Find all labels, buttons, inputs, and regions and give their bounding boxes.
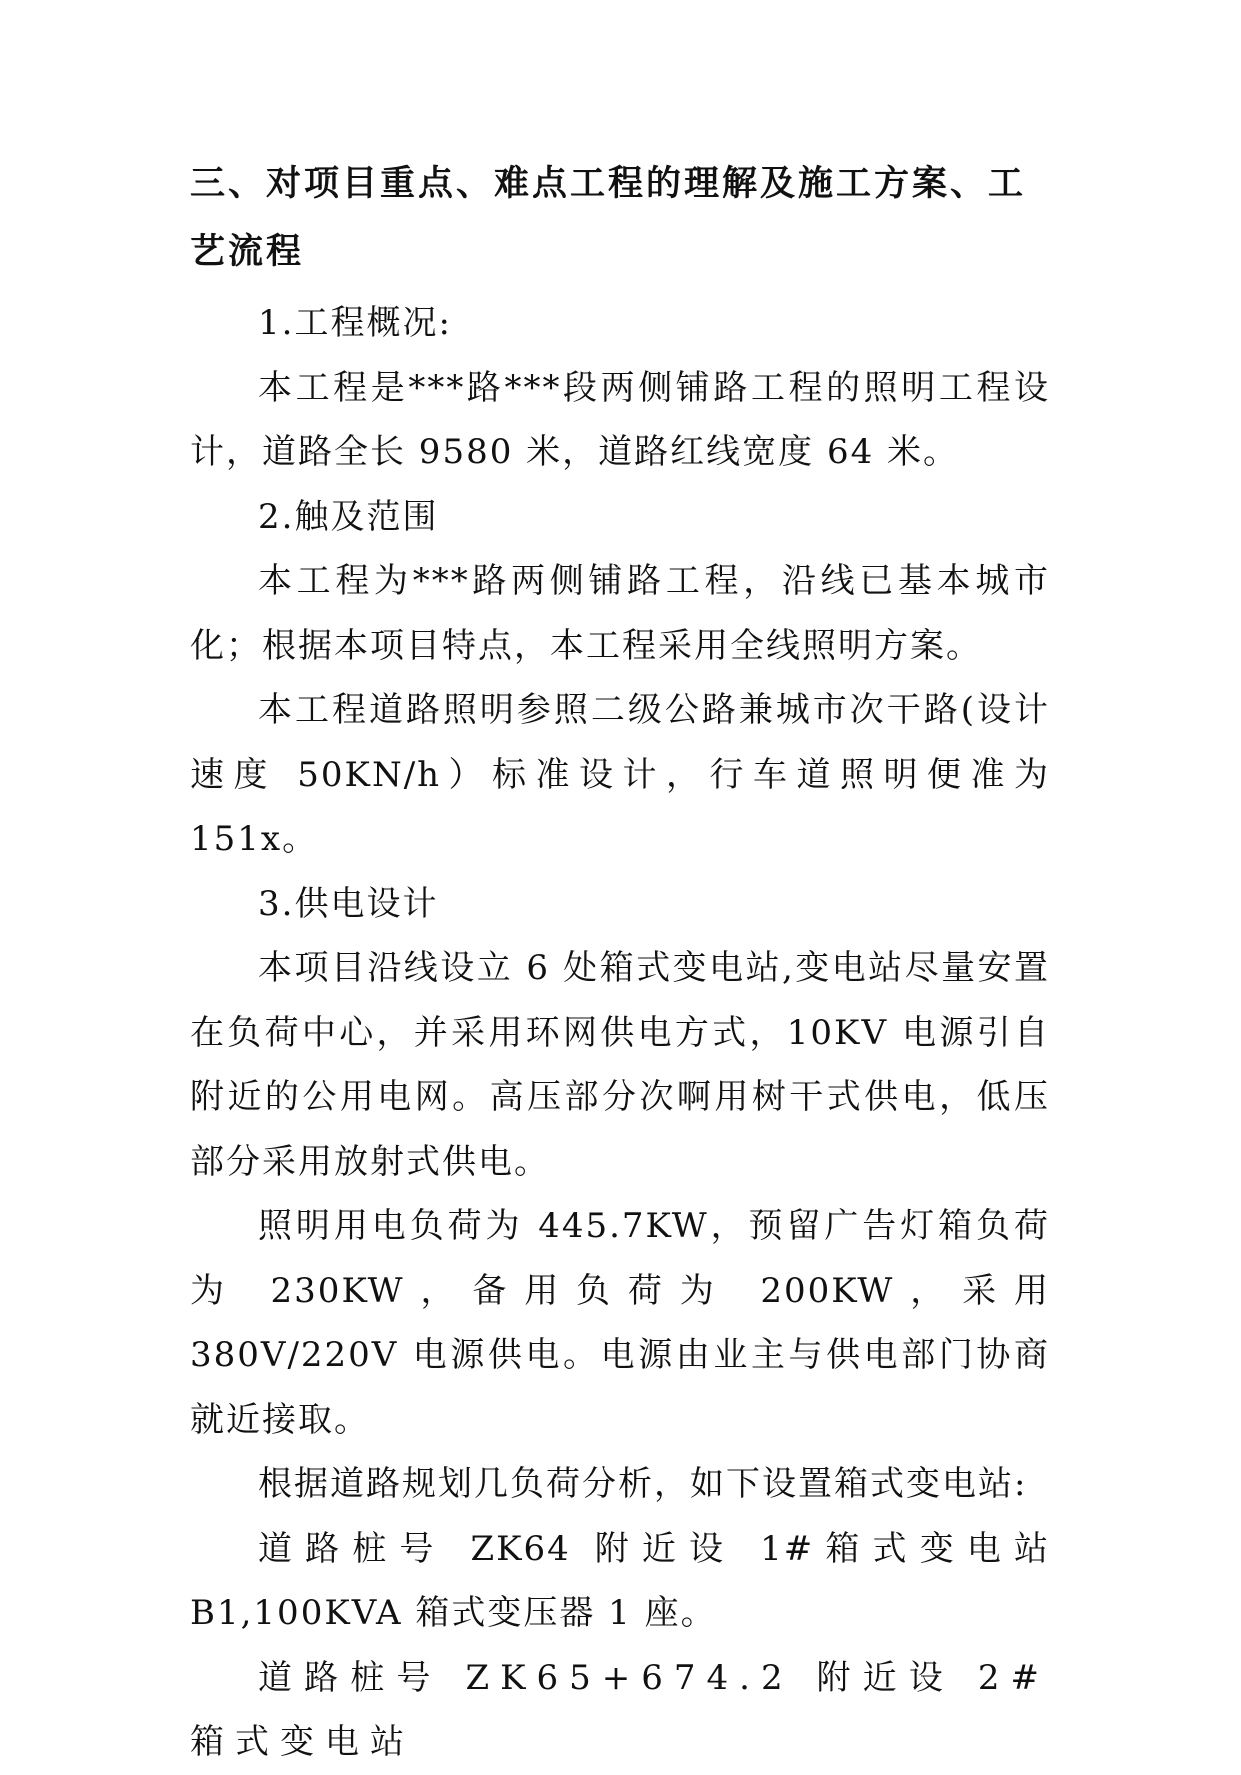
subsection-title-overview: 1.工程概况: [258,303,452,343]
paragraph-substation-setup-intro: 根据道路规划几负荷分析，如下设置箱式变电站: [258,1464,1028,1504]
paragraph-project-description: 本工程是***路***段两侧铺路工程的照明工程设计，道路全长 9580 米，道路红线宽度 64 米。 [190,367,1050,472]
section-heading: 三、对项目重点、难点工程的理解及施工方案、工艺流程 [190,164,1027,272]
document-body [190,150,1050,1775]
paragraph-substation-1: 道路桩号 ZK64 附近设 1#箱式变电站 B1,100KVA 箱式变压器 1 座。 [190,1528,1050,1633]
subsection-title-power-supply: 3.供电设计 [258,883,439,924]
subsection-title-scope: 2.触及范围 [258,496,439,537]
paragraph-scope: 本工程为***路两侧铺路工程，沿线已基本城市化；根据本项目特点，本工程采用全线照明方案。 [190,561,1050,666]
paragraph-power-load: 照明用电负荷为 445.7KW，预留广告灯箱负荷为 230KW，备用负荷为 200KW，采用 380V/220V 电源供电。电源由业主与供电部门协商就近接取。 [190,1206,1050,1440]
paragraph-lighting-standard: 本工程道路照明参照二级公路兼城市次干路(设计速度 50KN/h）标准设计，行车道照明便准为 151x。 [190,690,1050,859]
paragraph-substation-2: 道路桩号 ZK65+674.2 附近设 2#箱式变电站 [190,1657,1050,1762]
paragraph-substations: 本项目沿线设立 6 处箱式变电站,变电站尽量安置在负荷中心，并采用环网供电方式，10KV 电源引自附近的公用电网。高压部分次啊用树干式供电，低压部分采用放射式供电。 [190,948,1050,1182]
